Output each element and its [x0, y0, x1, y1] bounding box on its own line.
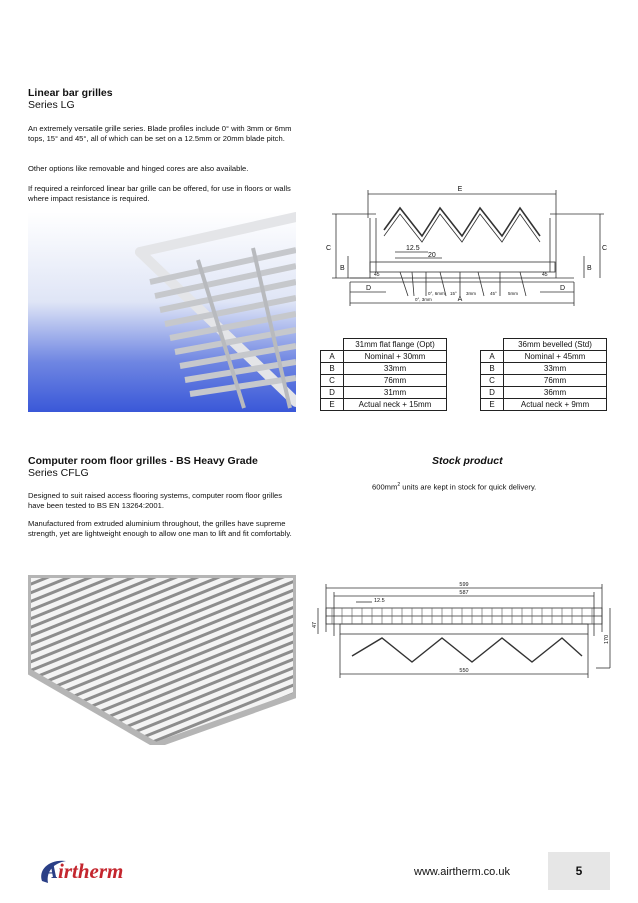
- dim-label-pitch-12-5: 12.5: [406, 245, 420, 252]
- dim-label-C-right: C: [602, 245, 608, 252]
- flat-flange-value: 31mm: [344, 387, 447, 399]
- section1-para-3: If required a reinforced linear bar grille can be offered, for use in floors or walls where impact resistance is required.: [28, 184, 291, 203]
- floor-grille-photo: [28, 575, 296, 745]
- flat-flange-table-header: 31mm flat flange (Opt): [344, 339, 447, 351]
- flat-flange-key: B: [321, 363, 344, 375]
- dim-label-D-left: D: [366, 285, 372, 292]
- section2-para-2: Manufactured from extruded aluminium throughout, the grilles have supreme strength, yet are lightweight enough to allow one man to lift and fit comfortably.: [28, 519, 292, 538]
- bevelled-value: 33mm: [504, 363, 607, 375]
- bevelled-key: C: [481, 375, 504, 387]
- dim-label-B-left: B: [340, 265, 345, 272]
- bevelled-key: E: [481, 399, 504, 411]
- section2-series: Series CFLG: [28, 467, 89, 479]
- section2-title: Computer room floor grilles - BS Heavy Grade: [28, 455, 258, 467]
- bevelled-value: 76mm: [504, 375, 607, 387]
- website-url[interactable]: www.airtherm.co.uk: [414, 866, 510, 878]
- dim-label-12-5: 12.5: [374, 598, 385, 604]
- bevelled-table-header: 36mm bevelled (Std): [504, 339, 607, 351]
- dim-label-587: 587: [459, 590, 469, 596]
- flat-flange-value: 76mm: [344, 375, 447, 387]
- bevelled-key: D: [481, 387, 504, 399]
- flat-flange-value: 33mm: [344, 363, 447, 375]
- dim-label-45-left: 45: [374, 272, 380, 278]
- stock-product-text: $600mm^2$ units are kept in stock for quick delivery.: [372, 482, 537, 492]
- flat-flange-key: C: [321, 375, 344, 387]
- blade-label-5mm: 5mm: [508, 291, 518, 296]
- floor-grille-diagram: [312, 576, 612, 680]
- page-number: 5: [548, 852, 610, 890]
- linear-bar-grille-photo: [28, 212, 296, 412]
- bevelled-value: 36mm: [504, 387, 607, 399]
- section1-series: Series LG: [28, 99, 75, 111]
- dim-label-550: 550: [459, 668, 469, 674]
- dim-label-B-right: B: [587, 265, 592, 272]
- dim-label-A: A: [457, 296, 463, 303]
- flat-flange-table: [320, 338, 447, 411]
- section1-para-1: An extremely versatile grille series. Blade profiles include 0° with 3mm or 6mm tops, 15° and 45°, all of which can be set on a 12.5mm or 20mm blade pitch.: [28, 124, 292, 143]
- blade-label-0-3mm: 0°, 3mm: [415, 297, 432, 302]
- stock-product-title: Stock product: [432, 455, 503, 467]
- blade-label-45: 45°: [490, 291, 497, 296]
- blade-label-3mm: 3mm: [466, 291, 476, 296]
- flat-flange-key: A: [321, 351, 344, 363]
- bevelled-key: B: [481, 363, 504, 375]
- dim-label-45-right: 45: [542, 272, 548, 278]
- section2-para-1: Designed to suit raised access flooring systems, computer room floor grilles have been tested to BS EN 13264:2001.: [28, 491, 283, 510]
- logo-letter-a: A: [44, 859, 59, 883]
- bevelled-key: A: [481, 351, 504, 363]
- logo-word: irtherm: [58, 859, 124, 883]
- dim-label-47: 47: [312, 621, 318, 628]
- flat-flange-key: E: [321, 399, 344, 411]
- bevelled-value: Nominal + 45mm: [504, 351, 607, 363]
- flat-flange-value: Actual neck + 15mm: [344, 399, 447, 411]
- linear-bar-grille-diagram: [300, 178, 625, 308]
- dim-label-pitch-20: 20: [428, 252, 436, 259]
- blade-label-0-6mm: 0°, 6mm: [428, 291, 445, 296]
- dim-label-E: E: [457, 186, 463, 193]
- flat-flange-key: D: [321, 387, 344, 399]
- dim-label-170: 170: [604, 634, 610, 644]
- bevelled-value: Actual neck + 9mm: [504, 399, 607, 411]
- bevelled-table: [480, 338, 607, 411]
- blade-label-15: 15°: [450, 291, 457, 296]
- flat-flange-value: Nominal + 30mm: [344, 351, 447, 363]
- airtherm-logo: [36, 853, 156, 893]
- dim-label-C-left: C: [326, 245, 332, 252]
- dim-label-D-right: D: [560, 285, 566, 292]
- section1-para-2: Other options like removable and hinged cores are also available.: [28, 164, 249, 173]
- dim-label-599: 599: [459, 582, 469, 588]
- section1-title: Linear bar grilles: [28, 87, 113, 99]
